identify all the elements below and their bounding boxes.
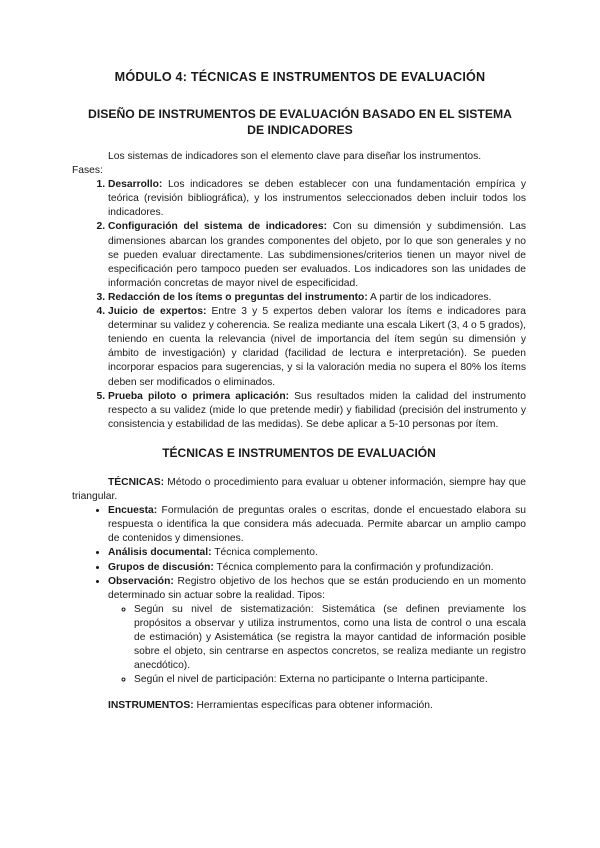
- section-subtitle: DISEÑO DE INSTRUMENTOS DE EVALUACIÓN BASADO EN EL SISTEMA DE INDICADORES: [88, 107, 512, 137]
- tecnicas-list: [72, 504, 526, 687]
- fase-text: Con su dimensión y subdimensión. Las dimensiones abarcan los grandes componentes del objeto, por lo que son generales y no se pueden evaluar directamente. Las subdimensiones/criterios tienen un mayor nivel de especificación pero tampoco pueden ser evaluados. Los indicadores son las unidades de información concretas de mayor nivel de especificidad.: [108, 221, 526, 289]
- spacer: [72, 687, 526, 699]
- tecnica-item: [108, 561, 526, 575]
- tecnica-text: Técnica complemento.: [211, 547, 318, 559]
- document-body: [72, 150, 526, 713]
- fase-text: Entre 3 y 5 expertos deben valorar los ítems e indicadores para determinar su validez y coherencia. Se realiza mediante una escala Likert (3, 4 o 5 grados), teniendo en cuenta la relevancia (nivel de importancia del ítem según su dimensión y ámbito de investigación) y claridad (facilidad de lectura e interpretación). Se pueden incorporar espacios para sugerencias, y si la valoración media no supera el 80% los ítems deben ser modificados o eliminados.: [108, 306, 526, 388]
- fase-label: Prueba piloto o primera aplicación:: [108, 390, 290, 402]
- fase-item: [108, 305, 526, 390]
- fase-label: Desarrollo:: [108, 179, 163, 191]
- intro-paragraph: [72, 150, 526, 164]
- tecnicas-label: TÉCNICAS:: [108, 476, 165, 488]
- fase-label: Redacción de los ítems o preguntas del instrumento:: [108, 291, 368, 303]
- tecnica-text: Formulación de preguntas orales o escritas, donde el encuestado elabora su respuesta o identifica la que considera más adecuada. Permite abarcar un amplio campo de contenidos y dimensiones.: [108, 505, 526, 545]
- tecnica-label: Grupos de discusión:: [108, 561, 214, 573]
- tecnica-label: Observación:: [108, 575, 174, 587]
- tecnica-text: Técnica complemento para la confirmación y profundización.: [213, 561, 494, 573]
- instrumentos-paragraph: [72, 699, 526, 713]
- module-title: MÓDULO 4: TÉCNICAS E INSTRUMENTOS DE EVALUACIÓN: [114, 70, 486, 84]
- fase-text: A partir de los indicadores.: [367, 291, 492, 303]
- fase-label: Configuración del sistema de indicadores:: [108, 221, 328, 233]
- fases-label: Fases:: [72, 165, 103, 177]
- fase-item: [108, 291, 526, 305]
- fase-text: Los indicadores se deben establecer con una fundamentación empírica y teórica (revisión bibliográfica), y los instrumentos seleccionados deben incluir todos los indicadores.: [108, 179, 526, 219]
- observacion-tipo-item: ◦ Según su nivel de sistematización: Sistemática (se definen previamente los propósitos a observar y utiliza instrumentos, como una lista de control o una escala de estimación) y Asistemática (se registra la mayor cantidad de información posible sobre el objeto, sin centrarse en aspectos concretos, se realiza mediante un registro anecdótico).: [134, 603, 526, 673]
- tecnica-label: Análisis documental:: [108, 547, 212, 559]
- section2-heading: TÉCNICAS E INSTRUMENTOS DE EVALUACIÓN: [162, 445, 436, 460]
- fase-text: Sus resultados miden la calidad del instrumento respecto a su validez (mide lo que pretende medir) y fiabilidad (precisión del instrumento y consistencia y estabilidad de las medidas). Se debe aplicar a 5-10 personas por ítem.: [108, 390, 526, 430]
- instrumentos-label: INSTRUMENTOS:: [108, 700, 194, 712]
- observacion-tipos-list: [108, 603, 526, 688]
- tecnicas-paragraph: [72, 476, 526, 504]
- fase-item: [108, 178, 526, 220]
- fase-item: [108, 220, 526, 290]
- fase-item: [108, 390, 526, 432]
- tecnica-text: Registro objetivo de los hechos que se están produciendo en un momento determinado sin actuar sobre la realidad. Tipos:: [108, 575, 526, 601]
- tecnica-item: [108, 575, 526, 688]
- tecnica-label: Encuesta:: [108, 505, 158, 517]
- tecnica-item: [108, 504, 526, 546]
- tecnicas-text: Método o procedimiento para evaluar u obtener información, siempre hay que triangular.: [72, 476, 526, 503]
- fase-label: Juicio de expertos:: [108, 306, 207, 318]
- intro-text: Los sistemas de indicadores son el elemento clave para diseñar los instrumentos.: [108, 151, 482, 162]
- observacion-tipo-item: ◦ Según el nivel de participación: Externa no participante o Interna participante.: [134, 673, 526, 687]
- instrumentos-text: Herramientas específicas para obtener información.: [193, 700, 433, 712]
- fases-list: [72, 178, 526, 432]
- tecnica-item: [108, 546, 526, 560]
